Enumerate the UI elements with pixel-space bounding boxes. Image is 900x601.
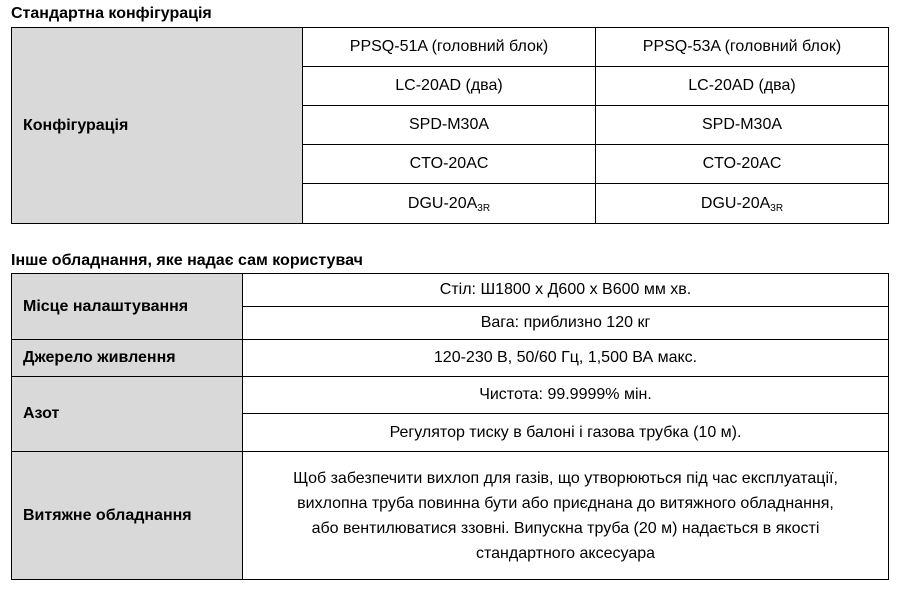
exhaust-description-line: стандартного аксесуара	[475, 544, 656, 562]
section-title-standard-config: Стандартна конфігурація	[11, 5, 212, 22]
config-label: Конфігурація	[12, 28, 303, 224]
user-equipment-table	[11, 273, 889, 580]
config-cell: PPSQ-51A (головний блок)	[303, 28, 596, 67]
config-cell: PPSQ-53A (головний блок)	[596, 28, 889, 67]
config-cell: LC-20AD (два)	[303, 67, 596, 106]
exhaust-description-line: або вентилюватися ззовні. Випускна труба (20 м) надається в якості	[311, 519, 820, 537]
exhaust-description	[243, 452, 889, 580]
config-cell-subscript: 3R	[477, 202, 491, 214]
equipment-value: 120-230 В, 50/60 Гц, 1,500 ВА макс.	[243, 340, 889, 377]
equipment-label: Витяжне обладнання	[12, 452, 243, 580]
config-cell: SPD-M30A	[303, 106, 596, 145]
equipment-value: Стіл: Ш1800 х Д600 х В600 мм хв.	[243, 274, 889, 307]
config-cell: LC-20AD (два)	[596, 67, 889, 106]
exhaust-description-line: Щоб забезпечити вихлоп для газів, що утворюються під час експлуатації,	[293, 469, 838, 487]
exhaust-description-line: вихлопна труба повинна бути або приєднана до витяжного обладнання,	[297, 494, 834, 512]
config-cell	[303, 184, 596, 224]
config-cell-subscript: 3R	[770, 202, 784, 214]
equipment-label: Джерело живлення	[12, 340, 243, 377]
config-cell: CTO-20AC	[303, 145, 596, 184]
equipment-label: Азот	[12, 377, 243, 452]
equipment-label: Місце налаштування	[12, 274, 243, 340]
standard-config-table	[11, 27, 889, 224]
config-cell-main: DGU-20A	[407, 194, 478, 212]
config-cell: SPD-M30A	[596, 106, 889, 145]
config-cell: CTO-20AC	[596, 145, 889, 184]
section-title-user-equipment: Інше обладнання, яке надає сам користувач	[11, 252, 363, 269]
config-cell-main: DGU-20A	[700, 194, 771, 212]
config-cell	[596, 184, 889, 224]
equipment-value: Чистота: 99.9999% мін.	[243, 377, 889, 414]
equipment-value: Регулятор тиску в балоні і газова трубка (10 м).	[243, 414, 889, 452]
equipment-value: Вага: приблизно 120 кг	[243, 307, 889, 340]
